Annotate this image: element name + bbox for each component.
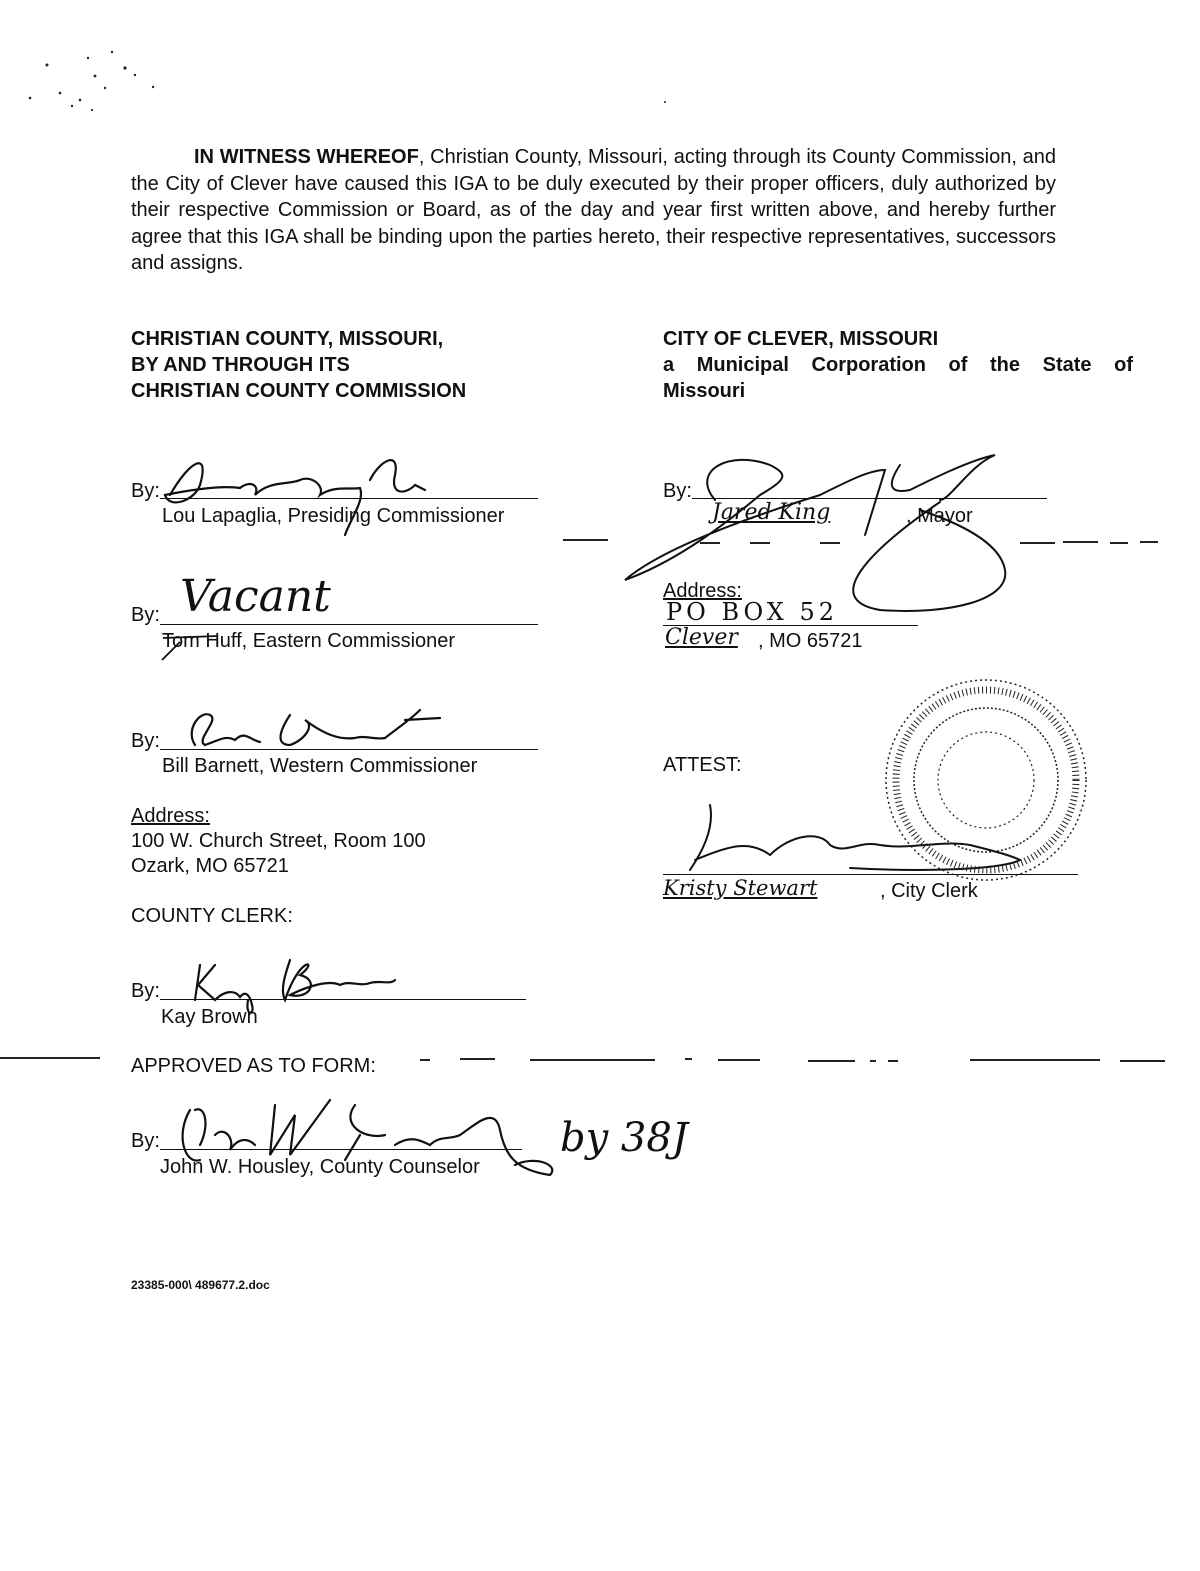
county-clerk-label: COUNTY CLERK: <box>131 905 293 927</box>
county-address-label: Address: <box>131 805 210 827</box>
counselor-name: John W. Housley, County Counselor <box>160 1156 480 1178</box>
city-address-rest: , MO 65721 <box>758 630 863 652</box>
signer-name-huff: Tom Huff, Eastern Commissioner <box>162 630 456 652</box>
approved-label: APPROVED AS TO FORM: <box>131 1055 376 1077</box>
county-heading <box>131 326 466 404</box>
city-clerk-name: Kristy Stewart <box>663 876 818 900</box>
county-address-line: 100 W. Church Street, Room 100 <box>131 830 426 852</box>
by-label: By: <box>131 604 160 626</box>
city-clerk-title: , City Clerk <box>880 880 978 902</box>
attest-label: ATTEST: <box>663 754 742 776</box>
scan-specks <box>0 0 200 130</box>
mayor-title: , Mayor <box>906 505 973 527</box>
county-address-line: Ozark, MO 65721 <box>131 855 289 877</box>
by-label: By: <box>131 730 160 752</box>
city-heading-line: Missouri <box>663 380 746 402</box>
witness-body: , Christian County, Missouri, acting through its County Commission, and the City of Clever have caused this IGA to be duly executed by their proper officers, duly authorized by their respective Commission or Board, as of the day and year first written above, and hereby further agree that this IGA shall be binding upon the parties hereto, their respective representatives, successors and assigns. <box>131 146 1056 274</box>
city-heading <box>663 326 1133 404</box>
by-label: By: <box>131 1130 160 1152</box>
city-address-line1: PO BOX 52 <box>666 598 839 626</box>
by-label: By: <box>663 480 692 502</box>
city-address-label: Address: <box>663 580 742 602</box>
county-clerk-name: Kay Brown <box>161 1006 258 1028</box>
handwritten-vacant: Vacant <box>180 571 331 622</box>
county-heading-line: CHRISTIAN COUNTY, MISSOURI, <box>131 328 444 350</box>
city-address-city: Clever <box>665 625 738 650</box>
document-reference: 23385-000\ 489677.2.doc <box>131 1278 270 1292</box>
signature-housley <box>155 1095 575 1195</box>
by-label: By: <box>131 480 160 502</box>
by-label: By: <box>131 980 160 1002</box>
signer-name-barnett: Bill Barnett, Western Commissioner <box>162 755 478 777</box>
city-heading-line: a Municipal Corporation of the State of <box>663 354 1133 376</box>
counselor-note: by 38J <box>560 1115 688 1161</box>
witness-lead: IN WITNESS WHEREOF <box>194 146 419 168</box>
signer-name-lapaglia: Lou Lapaglia, Presiding Commissioner <box>162 505 505 527</box>
city-heading-line: CITY OF CLEVER, MISSOURI <box>663 328 939 350</box>
county-heading-line: CHRISTIAN COUNTY COMMISSION <box>131 380 467 402</box>
scan-artifact-dashes <box>0 530 1200 1070</box>
mayor-name: Jared King <box>712 500 831 525</box>
witness-paragraph <box>131 144 1056 277</box>
county-heading-line: BY AND THROUGH ITS <box>131 354 350 376</box>
